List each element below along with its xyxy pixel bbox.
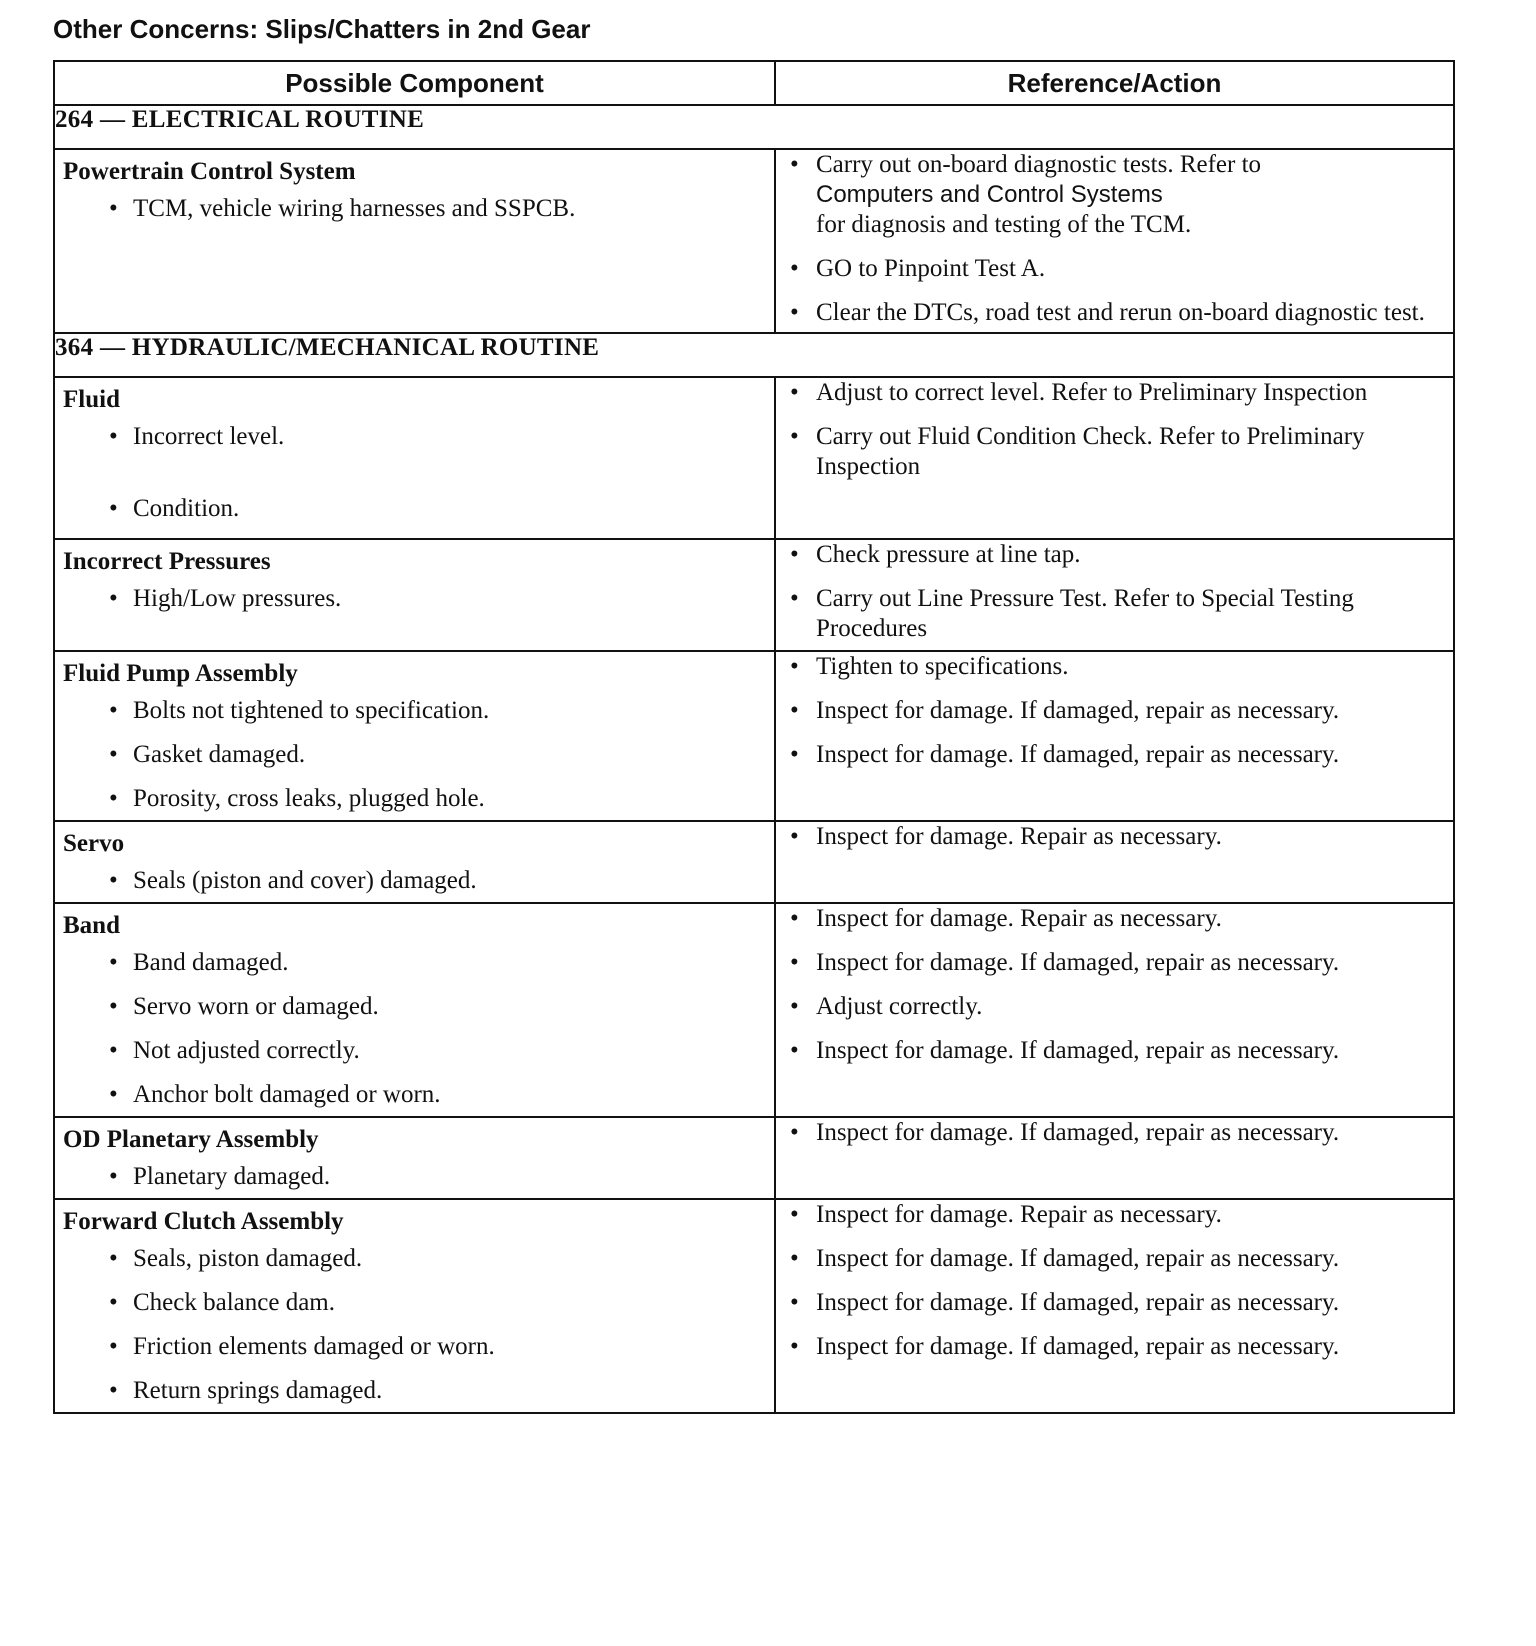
group-title: Band <box>63 912 120 939</box>
action-cell <box>775 821 1454 903</box>
reference-link[interactable]: Computers and Control Systems <box>816 181 1163 208</box>
component-cell <box>54 651 775 821</box>
section-row <box>54 333 1454 377</box>
action-item: • Inspect for damage. If damaged, repair as necessary. <box>776 1288 1453 1318</box>
component-item: • Seals (piston and cover) damaged. <box>55 866 774 896</box>
action-item: • Tighten to specifications. <box>776 652 1453 682</box>
group-title: OD Planetary Assembly <box>63 1126 319 1153</box>
component-item: • Gasket damaged. <box>55 740 774 770</box>
group-title: Powertrain Control System <box>63 158 356 185</box>
header-possible-component: Possible Component <box>54 61 775 105</box>
page-title: Other Concerns: Slips/Chatters in 2nd Gear <box>53 14 591 44</box>
component-item: • Return springs damaged. <box>55 1376 774 1406</box>
component-item: • Porosity, cross leaks, plugged hole. <box>55 784 774 814</box>
action-item: • Inspect for damage. If damaged, repair as necessary. <box>776 696 1453 726</box>
action-cell <box>775 651 1454 821</box>
action-item: • Inspect for damage. Repair as necessary. <box>776 822 1453 852</box>
group-title: Fluid <box>63 386 120 413</box>
action-item: • GO to Pinpoint Test A. <box>776 254 1453 284</box>
action-item: • Adjust correctly. <box>776 992 1453 1022</box>
action-item: • Inspect for damage. If damaged, repair as necessary. <box>776 1332 1453 1362</box>
header-reference-action: Reference/Action <box>775 61 1454 105</box>
group-row <box>54 149 1454 333</box>
component-item: • Check balance dam. <box>55 1288 774 1318</box>
component-item: • Bolts not tightened to specification. <box>55 696 774 726</box>
action-item: • Inspect for damage. Repair as necessary. <box>776 904 1453 934</box>
action-cell <box>775 539 1454 651</box>
action-text: for diagnosis and testing of the TCM. <box>816 211 1192 238</box>
component-cell <box>54 1117 775 1199</box>
section-label: 364 — HYDRAULIC/MECHANICAL ROUTINE <box>54 333 1454 377</box>
component-item: • Not adjusted correctly. <box>55 1036 774 1066</box>
action-item: • Check pressure at line tap. <box>776 540 1453 570</box>
component-item: • Incorrect level. <box>55 422 774 452</box>
section-row <box>54 105 1454 149</box>
action-cell <box>775 1199 1454 1413</box>
action-cell <box>775 377 1454 539</box>
component-cell <box>54 1199 775 1413</box>
component-cell <box>54 377 775 539</box>
header-row <box>54 61 1454 105</box>
action-item: • Adjust to correct level. Refer to Preliminary Inspection <box>776 378 1453 408</box>
group-title: Forward Clutch Assembly <box>63 1208 344 1235</box>
action-item: • Carry out Line Pressure Test. Refer to Special Testing Procedures <box>776 584 1453 644</box>
action-cell <box>775 903 1454 1117</box>
action-cell <box>775 1117 1454 1199</box>
action-item: • Inspect for damage. If damaged, repair as necessary. <box>776 948 1453 978</box>
component-item: • High/Low pressures. <box>55 584 774 614</box>
component-cell <box>54 821 775 903</box>
group-row <box>54 377 1454 539</box>
group-row <box>54 651 1454 821</box>
action-item: • Inspect for damage. Repair as necessary. <box>776 1200 1453 1230</box>
component-item: • Planetary damaged. <box>55 1162 774 1192</box>
component-item: • Servo worn or damaged. <box>55 992 774 1022</box>
group-row <box>54 539 1454 651</box>
group-title: Incorrect Pressures <box>63 548 271 575</box>
group-title: Servo <box>63 830 125 857</box>
action-item: • Inspect for damage. If damaged, repair as necessary. <box>776 1118 1453 1148</box>
component-item: • Seals, piston damaged. <box>55 1244 774 1274</box>
action-item: • Inspect for damage. If damaged, repair as necessary. <box>776 740 1453 770</box>
action-item: • Carry out Fluid Condition Check. Refer to Preliminary Inspection <box>776 422 1453 482</box>
group-row <box>54 1199 1454 1413</box>
action-item: • Inspect for damage. If damaged, repair as necessary. <box>776 1036 1453 1066</box>
group-row <box>54 903 1454 1117</box>
action-item: • Clear the DTCs, road test and rerun on-board diagnostic test. <box>776 298 1453 328</box>
component-item: • Condition. <box>55 494 774 524</box>
component-cell <box>54 149 775 333</box>
diagnosis-table <box>53 60 1455 1414</box>
action-text: Carry out on-board diagnostic tests. Refer to <box>816 151 1262 178</box>
action-item <box>776 150 1453 240</box>
section-label: 264 — ELECTRICAL ROUTINE <box>54 105 1454 149</box>
action-cell <box>775 149 1454 333</box>
component-item: • Band damaged. <box>55 948 774 978</box>
group-row <box>54 1117 1454 1199</box>
component-cell <box>54 903 775 1117</box>
group-title: Fluid Pump Assembly <box>63 660 298 687</box>
group-row <box>54 821 1454 903</box>
component-item: • Anchor bolt damaged or worn. <box>55 1080 774 1110</box>
component-cell <box>54 539 775 651</box>
component-item: • Friction elements damaged or worn. <box>55 1332 774 1362</box>
component-item: • TCM, vehicle wiring harnesses and SSPCB. <box>55 194 774 224</box>
action-item: • Inspect for damage. If damaged, repair as necessary. <box>776 1244 1453 1274</box>
